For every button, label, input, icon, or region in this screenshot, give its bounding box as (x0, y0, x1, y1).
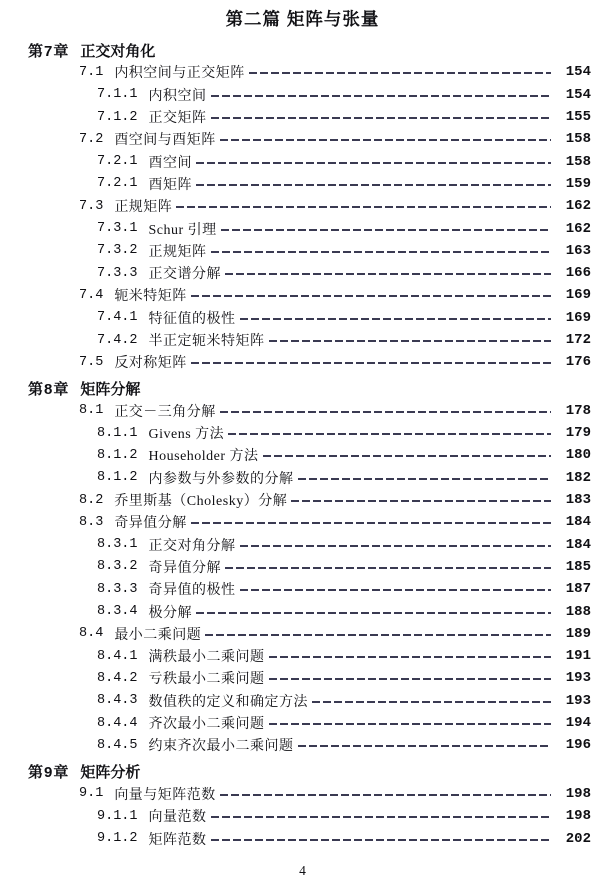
section-page-ref: 159 (565, 175, 591, 192)
section-row (0, 106, 605, 128)
leader-dashes (220, 411, 551, 413)
part-title: 第二篇 矩阵与张量 (225, 9, 380, 29)
section-row (0, 240, 605, 262)
leader-dashes (240, 318, 551, 320)
section-page-ref: 193 (565, 670, 591, 687)
section-row (0, 422, 605, 444)
leader-dashes (269, 656, 551, 658)
chapter-title: 矩阵分析 (80, 764, 141, 782)
section-number: 7.2.1 (97, 154, 138, 170)
section-row (0, 307, 605, 329)
section-page-ref: 198 (565, 785, 591, 802)
leader-dashes (298, 745, 551, 747)
section-number: 7.3.2 (97, 243, 138, 259)
section-page-ref: 169 (565, 287, 591, 304)
section-row (0, 351, 605, 373)
section-number: 9.1.2 (97, 831, 138, 847)
section-title: Householder 方法 (148, 449, 259, 465)
leader-dashes (211, 816, 551, 818)
section-title: 内积空间与正交矩阵 (114, 66, 245, 82)
toc (0, 39, 605, 850)
section-page-ref: 154 (565, 64, 591, 81)
section-number: 8.1 (79, 403, 104, 419)
chapter-title: 正交对角化 (80, 42, 156, 60)
section-title: 亏秩最小二乘问题 (148, 672, 265, 688)
section-title: 轭米特矩阵 (114, 289, 187, 305)
section-title: 向量范数 (148, 810, 207, 826)
section-number: 8.1.2 (97, 447, 138, 463)
section-page-ref: 155 (565, 109, 591, 126)
section-row (0, 556, 605, 578)
leader-dashes (263, 455, 551, 457)
section-number: 8.4.4 (97, 715, 138, 731)
section-row (0, 150, 605, 172)
section-page-ref: 178 (565, 402, 591, 419)
section-number: 7.2 (79, 131, 104, 147)
leader-dashes (221, 229, 551, 231)
section-row (0, 734, 605, 756)
section-title: 约束齐次最小二乘问题 (148, 739, 294, 755)
section-page-ref: 163 (565, 242, 591, 259)
section-number: 8.4.5 (97, 737, 138, 753)
section-number: 9.1 (79, 786, 104, 802)
section-title: Schur 引理 (148, 222, 217, 238)
section-row (0, 623, 605, 645)
section-number: 7.4 (79, 287, 104, 303)
section-number: 7.1.2 (97, 109, 138, 125)
section-row (0, 600, 605, 622)
leader-dashes (228, 433, 551, 435)
section-row (0, 578, 605, 600)
leader-dashes (205, 634, 551, 636)
section-page-ref: 169 (565, 309, 591, 326)
leader-dashes (220, 794, 551, 796)
leader-dashes (176, 206, 551, 208)
leader-dashes (249, 72, 551, 74)
section-title: 满秩最小二乘问题 (148, 650, 265, 666)
section-row (0, 400, 605, 422)
section-title: 半正定轭米特矩阵 (148, 334, 265, 349)
section-page-ref: 187 (565, 581, 591, 598)
leader-dashes (191, 295, 551, 297)
section-row (0, 128, 605, 150)
section-row (0, 217, 605, 239)
section-page-ref: 183 (565, 492, 591, 509)
section-title: 乔里斯基（Cholesky）分解 (114, 494, 288, 510)
section-page-ref: 166 (565, 265, 591, 282)
section-row (0, 84, 605, 106)
section-number: 8.4.3 (97, 693, 138, 709)
section-title: 酉空间与酉矩阵 (114, 133, 216, 149)
section-title: Givens 方法 (148, 427, 225, 443)
section-number: 7.1 (79, 64, 104, 80)
section-page-ref: 158 (565, 153, 591, 170)
section-title: 酉空间 (148, 155, 193, 171)
section-row (0, 444, 605, 466)
section-page-ref: 185 (565, 558, 591, 575)
leader-dashes (269, 678, 551, 680)
chapter-title: 矩阵分解 (80, 381, 141, 399)
section-page-ref: 188 (565, 603, 591, 620)
section-row (0, 329, 605, 351)
section-title: 酉矩阵 (148, 177, 193, 193)
section-page-ref: 198 (565, 808, 591, 825)
section-row (0, 489, 605, 511)
section-number: 8.2 (79, 492, 104, 508)
section-number: 8.3.2 (97, 559, 138, 575)
section-number: 7.3 (79, 198, 104, 214)
leader-dashes (240, 589, 551, 591)
leader-dashes (191, 362, 551, 364)
section-number: 8.4 (79, 626, 104, 642)
section-row (0, 284, 605, 306)
chapter-row (0, 377, 605, 399)
section-row (0, 262, 605, 284)
section-page-ref: 194 (565, 715, 591, 732)
leader-dashes (211, 839, 551, 841)
section-title: 特征值的极性 (148, 311, 236, 327)
section-number: 8.3.3 (97, 581, 138, 597)
section-number: 8.1.2 (97, 470, 138, 486)
section-page-ref: 184 (565, 536, 591, 553)
section-page-ref: 154 (565, 86, 591, 103)
section-title: 奇异值的极性 (148, 583, 236, 599)
leader-dashes (196, 184, 551, 186)
section-row (0, 61, 605, 83)
chapter-number: 第7章 (28, 42, 70, 60)
section-page-ref: 176 (565, 354, 591, 371)
leader-dashes (291, 500, 551, 502)
leader-dashes (196, 162, 551, 164)
section-row (0, 712, 605, 734)
section-page-ref: 196 (565, 737, 591, 754)
leader-dashes (225, 567, 551, 569)
section-number: 8.4.2 (97, 670, 138, 686)
section-title: 内参数与外参数的分解 (148, 471, 294, 487)
section-row (0, 805, 605, 827)
section-page-ref: 189 (565, 625, 591, 642)
section-row (0, 467, 605, 489)
section-title: 内积空间 (148, 88, 207, 104)
leader-dashes (240, 545, 551, 547)
section-title: 极分解 (148, 605, 193, 621)
section-number: 7.3.3 (97, 265, 138, 281)
leader-dashes (196, 612, 551, 614)
section-number: 8.3.1 (97, 537, 138, 553)
section-title: 矩阵范数 (148, 832, 207, 848)
section-row (0, 827, 605, 849)
section-number: 7.3.1 (97, 221, 138, 237)
section-number: 7.1.1 (97, 87, 138, 103)
leader-dashes (225, 273, 551, 275)
section-title: 正交矩阵 (148, 111, 207, 127)
section-number: 8.1.1 (97, 425, 138, 441)
section-page-ref: 172 (565, 332, 591, 348)
footer-page-number: 4 (299, 863, 306, 878)
chapter-number: 第8章 (28, 381, 70, 399)
section-title: 数值秩的定义和确定方法 (148, 694, 309, 710)
leader-dashes (269, 340, 551, 342)
section-number: 8.3 (79, 514, 104, 530)
section-page-ref: 191 (565, 648, 591, 665)
section-row (0, 511, 605, 533)
section-page-ref: 193 (565, 692, 591, 709)
section-title: 奇异值分解 (148, 560, 222, 576)
section-row (0, 783, 605, 805)
section-title: 正交谱分解 (148, 267, 222, 283)
section-number: 8.3.4 (97, 604, 138, 620)
section-row (0, 173, 605, 195)
leader-dashes (211, 251, 551, 253)
section-title: 反对称矩阵 (114, 356, 187, 372)
leader-dashes (191, 522, 551, 524)
section-row (0, 667, 605, 689)
section-title: 向量与矩阵范数 (114, 787, 216, 803)
section-row (0, 645, 605, 667)
leader-dashes (298, 478, 551, 480)
leader-dashes (269, 723, 551, 725)
chapter-row (0, 761, 605, 783)
leader-dashes (211, 117, 551, 119)
section-title: 正交－三角分解 (114, 404, 216, 420)
section-number: 8.4.1 (97, 648, 138, 664)
section-title: 最小二乘问题 (114, 627, 202, 643)
section-title: 奇异值分解 (114, 516, 187, 532)
section-number: 7.5 (79, 354, 104, 370)
section-row (0, 534, 605, 556)
section-page-ref: 179 (565, 425, 591, 442)
section-page-ref: 162 (565, 220, 591, 237)
section-title: 正规矩阵 (148, 244, 207, 260)
section-title: 正交对角分解 (148, 538, 236, 554)
section-number: 7.4.1 (97, 310, 138, 326)
section-page-ref: 158 (565, 131, 591, 148)
section-page-ref: 162 (565, 198, 591, 215)
section-page-ref: 180 (565, 447, 591, 464)
section-page-ref: 184 (565, 514, 591, 531)
section-title: 齐次最小二乘问题 (148, 717, 265, 733)
leader-dashes (312, 701, 551, 703)
chapter-row (0, 39, 605, 61)
leader-dashes (220, 139, 551, 141)
section-title: 正规矩阵 (114, 200, 173, 216)
section-row (0, 690, 605, 712)
section-page-ref: 202 (565, 830, 591, 847)
section-page-ref: 182 (565, 469, 591, 486)
chapter-number: 第9章 (28, 764, 70, 782)
section-number: 7.2.1 (97, 176, 138, 192)
section-number: 9.1.1 (97, 808, 138, 824)
section-row (0, 195, 605, 217)
section-number: 7.4.2 (97, 332, 138, 348)
leader-dashes (211, 95, 551, 97)
